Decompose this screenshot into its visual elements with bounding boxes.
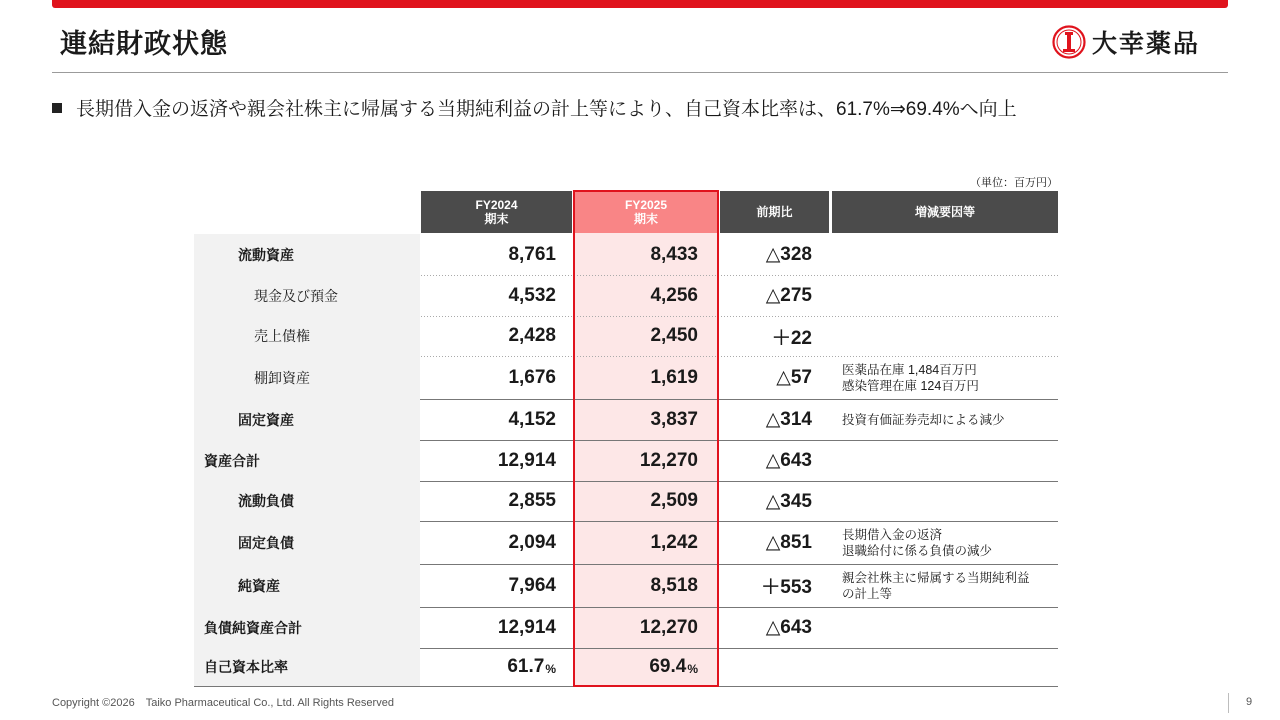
fy2025-value-number: 4,256 (650, 284, 698, 306)
reason-note-line: 感染管理在庫 124百万円 (842, 378, 979, 393)
row-label: 純資産 (238, 577, 280, 594)
page-title: 連結財政状態 (60, 29, 228, 59)
fy2024-value-number: 2,094 (508, 531, 556, 553)
fy2025-value-number: 1,242 (650, 531, 698, 553)
row-label: 自己資本比率 (204, 659, 288, 675)
diff-value: △314 (765, 409, 812, 430)
reason-note (842, 399, 1005, 440)
fy2024-value (508, 316, 556, 356)
header-fy2024 (421, 191, 572, 233)
fy2024-value-number: 2,855 (508, 490, 556, 511)
reason-note (842, 356, 979, 399)
fy2024-value (508, 356, 556, 399)
fy2024-value (498, 607, 556, 648)
reason-note (842, 564, 1030, 607)
diff-value: △275 (765, 285, 812, 306)
page-number: 9 (1246, 696, 1253, 708)
fy2025-value-number: 8,433 (650, 243, 698, 265)
header-diff-label: 前期比 (756, 205, 793, 219)
row-label: 流動負債 (238, 493, 294, 509)
taiko-seirogan-logo-icon (1052, 25, 1086, 59)
fy2024-value (498, 440, 556, 481)
reason-note-line: 長期借入金の返済 (842, 527, 943, 542)
diff-value: △643 (765, 617, 812, 638)
fy2024-value (508, 275, 556, 316)
row-label-cell (194, 564, 420, 607)
summary-bullet (52, 94, 1017, 121)
fy2025-value-number: 8,518 (650, 574, 698, 596)
row-label-cell (194, 521, 420, 564)
fy2024-value (508, 521, 556, 564)
logo-text: 大幸薬品 (1092, 30, 1201, 58)
fy2024-value-number: 12,914 (497, 616, 556, 638)
diff-value: △643 (765, 450, 812, 471)
fy2024-value-number: 12,914 (497, 449, 556, 471)
header-divider (52, 72, 1228, 73)
fy2024-value-number: 1,676 (508, 366, 556, 388)
fy2025-value-number: 2,509 (650, 490, 698, 511)
fy2024-value (507, 648, 556, 686)
fy2025-value-number: 1,619 (650, 366, 698, 388)
reason-note-line: の計上等 (842, 586, 893, 601)
fy2025-highlight-frame (573, 190, 719, 687)
fy2024-value (508, 564, 556, 607)
fy2025-value-number: 69.4 (649, 656, 687, 677)
header-fy2024-period: 期末 (484, 212, 509, 226)
diff-value: ＋22 (771, 327, 812, 349)
header-fy2025-year: FY2025 (624, 198, 668, 212)
header-fy2024-year: FY2024 (475, 198, 518, 212)
diff-value: ＋553 (761, 577, 812, 598)
row-label: 棚卸資産 (254, 369, 310, 386)
percent-suffix: % (545, 662, 556, 676)
fy2024-value-number: 7,964 (508, 574, 556, 596)
page-number-divider (1228, 693, 1229, 713)
row-label-cell (194, 234, 420, 275)
company-logo (1052, 24, 1200, 60)
fy2024-value-number: 2,428 (508, 325, 556, 346)
percent-suffix: % (687, 662, 698, 676)
copyright-footer: Copyright ©2026 Taiko Pharmaceutical Co., Ltd. All Rights Reserved (52, 697, 394, 709)
fy2024-value (508, 481, 556, 521)
fy2024-value-number: 4,152 (508, 408, 556, 430)
row-label: 固定負債 (238, 534, 294, 551)
diff-value: △851 (765, 532, 812, 553)
row-label: 資産合計 (204, 452, 260, 469)
row-label-cell (194, 399, 420, 440)
top-accent-bar (52, 0, 1228, 8)
header-reason (832, 191, 1058, 233)
summary-text: 長期借入金の返済や親会社株主に帰属する当期純利益の計上等により、自己資本比率は、61.7%⇒69.4%へ向上 (76, 99, 1017, 120)
reason-note-line: 退職給付に係る負債の減少 (842, 543, 993, 558)
diff-value: △328 (765, 244, 812, 265)
header-diff (720, 191, 829, 233)
diff-value: △345 (765, 490, 812, 512)
fy2024-value-number: 8,761 (508, 243, 556, 265)
unit-label: （単位：百万円） (970, 177, 1058, 189)
fy2025-value-number: 12,270 (639, 616, 698, 638)
fy2025-value-number: 12,270 (639, 449, 698, 471)
header-reason-label: 増減要因等 (914, 205, 975, 219)
bullet-square-icon (52, 103, 62, 113)
row-label: 現金及び預金 (254, 287, 338, 304)
fy2024-value (508, 399, 556, 440)
reason-note-line: 投資有価証券売却による減少 (842, 412, 1005, 427)
row-label: 固定資産 (238, 411, 294, 428)
row-label-cell (194, 481, 420, 521)
diff-value: △57 (776, 367, 812, 388)
row-label: 負債純資産合計 (204, 619, 302, 636)
fy2024-value (508, 234, 556, 275)
reason-note (842, 521, 992, 564)
reason-note-line: 医薬品在庫 1,484百万円 (842, 362, 977, 377)
row-label: 売上債権 (254, 328, 310, 344)
fy2024-value-number: 4,532 (508, 284, 556, 306)
fy2025-value-number: 2,450 (650, 325, 698, 346)
fy2025-value-number: 3,837 (650, 408, 698, 430)
header-fy2025-period: 期末 (633, 212, 658, 226)
row-label: 流動資産 (238, 246, 294, 263)
reason-note-line: 親会社株主に帰属する当期純利益 (842, 570, 1030, 585)
fy2024-value-number: 61.7 (507, 656, 545, 677)
